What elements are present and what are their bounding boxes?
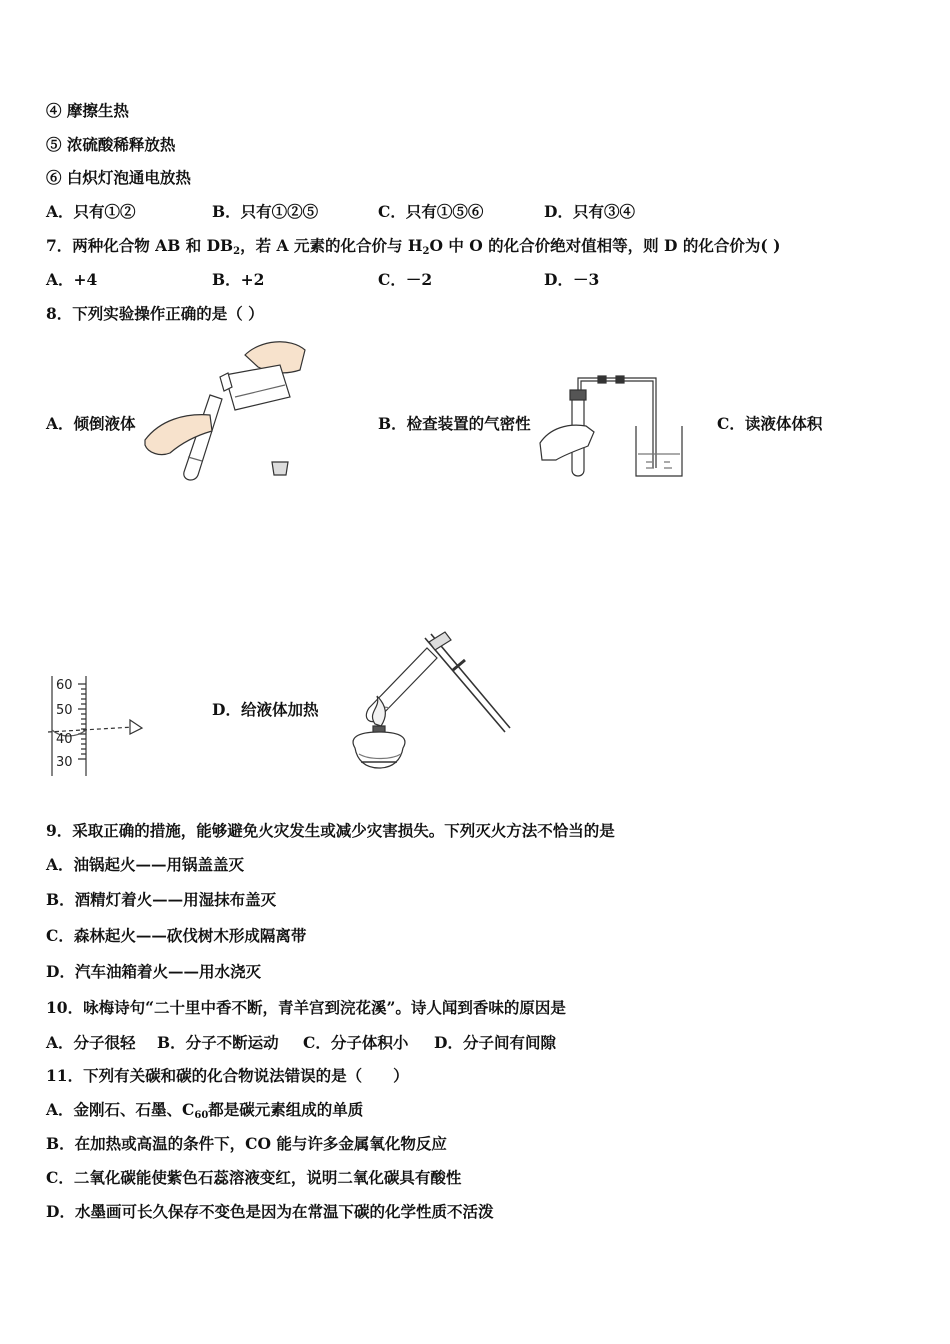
q10-stem: 10．咏梅诗句“二十里中香不断，青羊宫到浣花溪”。诗人闻到香味的原因是 [46, 998, 566, 1017]
q7-stem-part: ，若 A 元素的化合价与 H [240, 236, 423, 255]
list-item-4: ④ 摩擦生热 [46, 101, 129, 120]
cylinder-tick-30: 30 [56, 755, 73, 770]
q8-option-c: C．读液体体积 [717, 414, 823, 433]
q11-stem: 11．下列有关碳和碳的化合物说法错误的是（ ） [46, 1066, 409, 1085]
pouring-liquid-figure [140, 335, 315, 485]
q11-option-d: D．水墨画可长久保存不变色是因为在常温下碳的化学性质不活泼 [46, 1202, 494, 1221]
q8-option-b: B．检查装置的气密性 [378, 414, 531, 433]
q7-option-b: B．+2 [212, 270, 265, 289]
q7-option-d: D．－3 [544, 270, 600, 289]
q11-option-a-part: A．金刚石、石墨、C [46, 1100, 195, 1119]
q10-option-d: D．分子间有间隙 [434, 1033, 556, 1052]
cylinder-tick-60: 60 [56, 678, 73, 693]
q10-option-a: A．分子很轻 [46, 1033, 136, 1052]
q11-option-a-part: 都是碳元素组成的单质 [208, 1100, 364, 1119]
q11-subscript: 60 [194, 1110, 209, 1121]
q9-option-a: A．油锅起火——用锅盖盖灭 [46, 855, 245, 874]
list-item-6: ⑥ 白炽灯泡通电放热 [46, 168, 191, 187]
q9-option-c: C．森林起火——砍伐树木形成隔离带 [46, 926, 307, 945]
q7-subscript: 2 [233, 246, 241, 257]
airtightness-figure [538, 368, 688, 483]
q8-stem: 8．下列实验操作正确的是（ ） [46, 304, 264, 323]
cylinder-tick-40: 40 [56, 732, 73, 747]
cylinder-tick-50: 50 [56, 703, 73, 718]
q7-stem-part: 7．两种化合物 AB 和 DB [46, 236, 234, 255]
q11-option-a [46, 1100, 363, 1126]
q7-stem-part: O 中 O 的化合价绝对值相等，则 D 的化合价为( ) [429, 236, 781, 255]
graduated-cylinder-figure [46, 672, 156, 780]
q7-option-c: C．－2 [378, 270, 433, 289]
list-item-5: ⑤ 浓硫酸稀释放热 [46, 135, 176, 154]
q9-option-d: D．汽车油箱着火——用水浇灭 [46, 962, 261, 981]
q8-option-d: D．给液体加热 [212, 700, 319, 719]
q6-option-d: D．只有③④ [544, 202, 635, 221]
q9-stem: 9．采取正确的措施，能够避免火灾发生或减少灾害损失。下列灭火方法不恰当的是 [46, 821, 615, 840]
q7-subscript: 2 [422, 246, 430, 257]
heating-liquid-figure [345, 630, 510, 775]
q8-option-a: A．倾倒液体 [46, 414, 136, 433]
q10-option-b: B．分子不断运动 [157, 1033, 279, 1052]
q11-option-b: B．在加热或高温的条件下，CO 能与许多金属氧化物反应 [46, 1134, 447, 1153]
q6-option-b: B．只有①②⑤ [212, 202, 319, 221]
q10-option-c: C．分子体积小 [303, 1033, 409, 1052]
q11-option-c: C．二氧化碳能使紫色石蕊溶液变红，说明二氧化碳具有酸性 [46, 1168, 462, 1187]
q9-option-b: B．酒精灯着火——用湿抹布盖灭 [46, 890, 277, 909]
q6-option-a: A．只有①② [46, 202, 136, 221]
q7-stem [46, 236, 780, 262]
q6-option-c: C．只有①⑤⑥ [378, 202, 484, 221]
q7-option-a: A．+4 [46, 270, 98, 289]
